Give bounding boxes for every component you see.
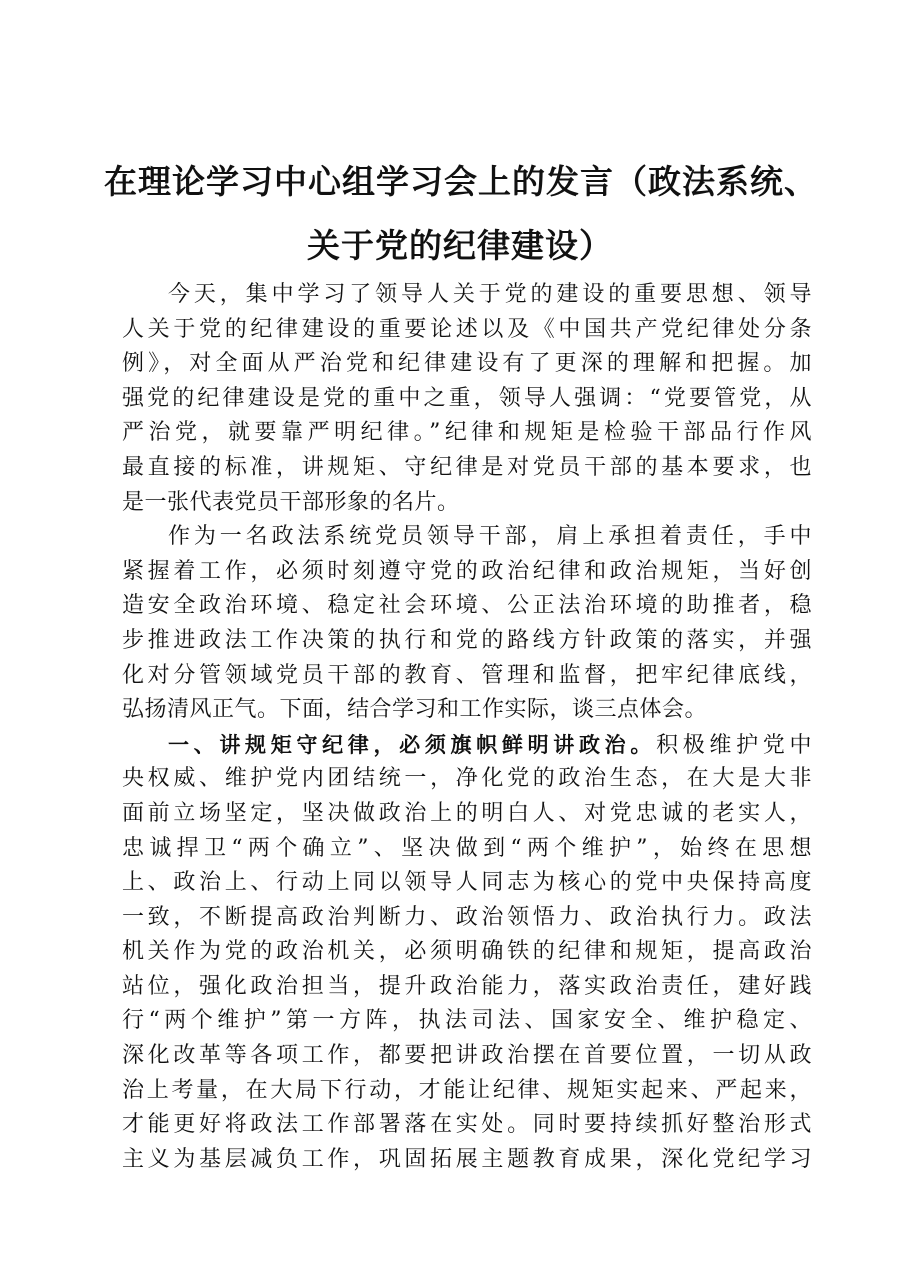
paragraph-line: 人关于党的纪律建设的重要论述以及《中国共产党纪律处分条	[122, 316, 812, 342]
heading-line-rest: 积极维护党中	[656, 732, 812, 758]
paragraph-line: 强党的纪律建设是党的重中之重，领导人强调：“党要管党，从	[122, 385, 812, 411]
paragraph-line: 严治党，就要靠严明纪律。”纪律和规矩是检验干部品行作风	[122, 420, 812, 446]
paragraph-1	[122, 278, 812, 520]
paragraph-line: 行“两个维护”第一方阵，执法司法、国家安全、维护稳定、	[122, 1008, 812, 1034]
paragraph-line: 今天，集中学习了领导人关于党的建设的重要思想、领导	[168, 282, 812, 307]
paragraph-line: 忠诚捍卫“两个确立”、坚决做到“两个维护”，始终在思想	[122, 835, 812, 861]
paragraph-line: 作为一名政法系统党员领导干部，肩上承担着责任，手中	[168, 524, 812, 550]
paragraph-line: 最直接的标准，讲规矩、守纪律是对党员干部的基本要求，也	[122, 454, 812, 480]
document-body	[122, 278, 812, 1177]
paragraph-line: 机关作为党的政治机关，必须明确铁的纪律和规矩，提高政治	[122, 939, 812, 965]
paragraph-line: 站位，强化政治担当，提升政治能力，落实政治责任，建好践	[122, 973, 812, 999]
paragraph-2	[122, 520, 812, 728]
document-title-line-1: 在理论学习中心组学习会上的发言（政法系统、	[104, 162, 818, 201]
paragraph-line: 面前立场坚定，坚决做政治上的明白人、对党忠诚的老实人，	[122, 800, 812, 826]
paragraph-line: 例》，对全面从严治党和纪律建设有了更深的理解和把握。加	[122, 351, 812, 377]
paragraph-line: 紧握着工作，必须时刻遵守党的政治纪律和政治规矩，当好创	[122, 558, 812, 584]
paragraph-line: 造安全政治环境、稳定社会环境、公正法治环境的助推者，稳	[122, 593, 812, 619]
paragraph-line: 步推进政法工作决策的执行和党的路线方针政策的落实，并强	[122, 627, 812, 653]
section-heading: 一、讲规矩守纪律，必须旗帜鲜明讲政治。	[168, 732, 657, 757]
paragraph-line	[122, 728, 812, 763]
paragraph-3	[122, 728, 812, 1178]
paragraph-line: 是一张代表党员干部形象的名片。	[122, 489, 460, 515]
paragraph-line: 弘扬清风正气。下面，结合学习和工作实际，谈三点体会。	[122, 697, 708, 723]
paragraph-line: 上、政治上、行动上同以领导人同志为核心的党中央保持高度	[122, 870, 812, 896]
paragraph-line: 主义为基层减负工作，巩固拓展主题教育成果，深化党纪学习	[122, 1146, 812, 1172]
paragraph-line: 央权威、维护党内团结统一，净化党的政治生态，在大是大非	[122, 766, 812, 792]
paragraph-line: 一致，不断提高政治判断力、政治领悟力、政治执行力。政法	[122, 904, 812, 930]
paragraph-line: 治上考量，在大局下行动，才能让纪律、规矩实起来、严起来，	[122, 1077, 812, 1103]
paragraph-line: 才能更好将政法工作部署落在实处。同时要持续抓好整治形式	[122, 1112, 812, 1138]
paragraph-line: 化对分管领域党员干部的教育、管理和监督，把牢纪律底线，	[122, 662, 812, 688]
paragraph-line: 深化改革等各项工作，都要把讲政治摆在首要位置，一切从政	[122, 1043, 812, 1069]
document-title-line-2: 关于党的纪律建设）	[307, 226, 613, 265]
